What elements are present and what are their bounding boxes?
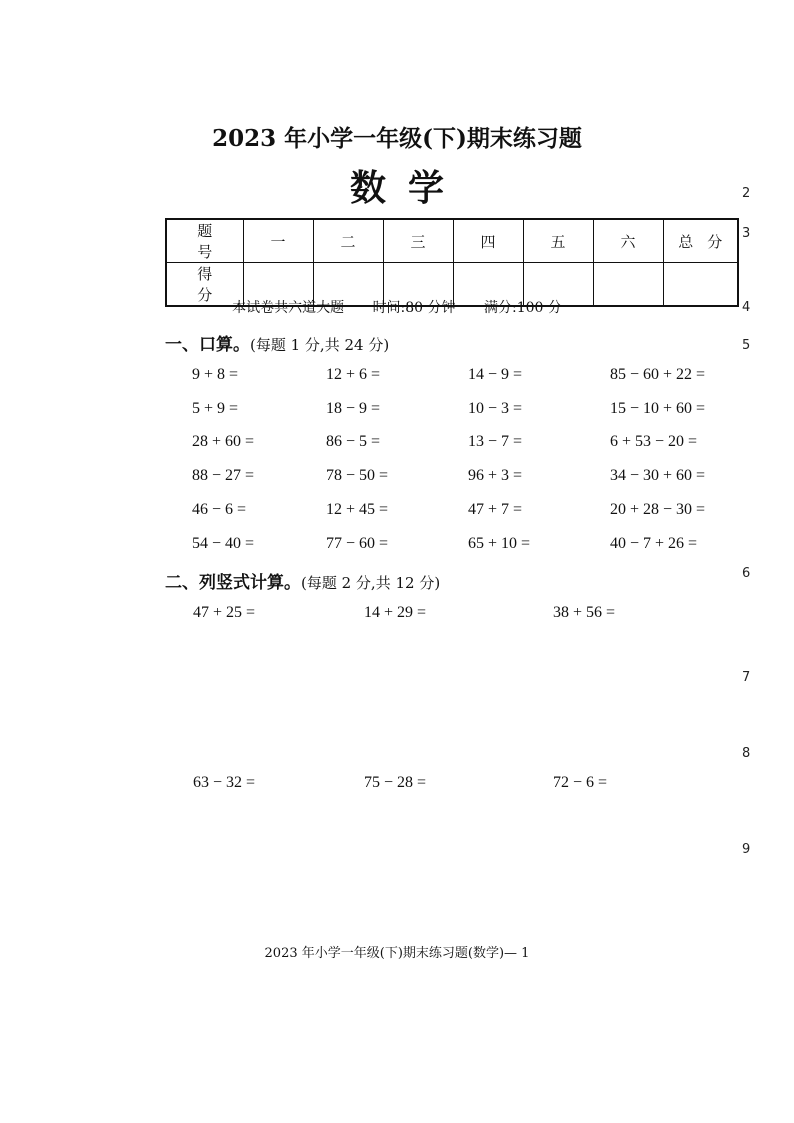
oral-problem: 28 + 60 =	[192, 433, 255, 450]
oral-problem: 9 + 8 =	[192, 366, 239, 383]
exam-title: 2023 年小学一年级(下)期末练习题	[212, 125, 582, 152]
edge-mark: 4	[742, 300, 751, 315]
edge-mark: 6	[742, 566, 751, 581]
oral-problem: 77 − 60 =	[326, 535, 389, 552]
oral-problem: 5 + 9 =	[192, 400, 239, 417]
oral-problem: 12 + 6 =	[326, 366, 381, 383]
oral-problem: 47 + 7 =	[468, 501, 523, 518]
oral-problem: 86 − 5 =	[326, 433, 381, 450]
edge-mark: 5	[742, 338, 751, 353]
section1-note: (每题 1 分,共 24 分)	[250, 336, 390, 354]
exam-info	[0, 297, 794, 317]
full-score: 满分:100 分	[484, 300, 562, 316]
time-limit: 时间:80 分钟	[372, 300, 456, 316]
section1-heading	[165, 330, 389, 355]
oral-problem: 88 − 27 =	[192, 467, 255, 484]
vertical-calc-problem: 72 − 6 =	[553, 774, 608, 791]
vertical-calc-problem: 63 − 32 =	[193, 774, 256, 791]
oral-problem: 14 − 9 =	[468, 366, 523, 383]
section1-title: 一、口算。	[165, 335, 250, 355]
column-header: 四	[453, 219, 523, 263]
oral-problem: 10 − 3 =	[468, 400, 523, 417]
oral-problem: 20 + 28 − 30 =	[610, 501, 706, 518]
column-header: 六	[593, 219, 663, 263]
sections-note: 本试卷共六道大题	[232, 300, 345, 316]
column-header: 二	[313, 219, 383, 263]
section2-title: 二、列竖式计算。	[165, 573, 301, 593]
oral-problem: 40 − 7 + 26 =	[610, 535, 698, 552]
score-label: 得分	[166, 263, 243, 307]
oral-problem: 34 − 30 + 60 =	[610, 467, 706, 484]
edge-mark: 9	[742, 842, 751, 857]
vertical-calc-problem: 14 + 29 =	[364, 604, 427, 621]
oral-problem: 65 + 10 =	[468, 535, 531, 552]
score-table-header-row	[166, 219, 738, 263]
column-header: 三	[383, 219, 453, 263]
oral-problem: 54 − 40 =	[192, 535, 255, 552]
edge-mark: 8	[742, 746, 751, 761]
subject-title: 数学	[349, 167, 466, 209]
oral-problem: 18 − 9 =	[326, 400, 381, 417]
vertical-calc-problem: 38 + 56 =	[553, 604, 616, 621]
question-number-label: 题号	[166, 219, 243, 263]
score-table	[165, 218, 739, 307]
oral-problem: 15 − 10 + 60 =	[610, 400, 706, 417]
oral-problem: 6 + 53 − 20 =	[610, 433, 698, 450]
oral-problem: 78 − 50 =	[326, 467, 389, 484]
edge-mark: 7	[742, 670, 751, 685]
oral-problem: 12 + 45 =	[326, 501, 389, 518]
total-score-label: 总分	[663, 219, 738, 263]
section2-note: (每题 2 分,共 12 分)	[301, 574, 441, 592]
section2-heading	[165, 568, 440, 593]
edge-mark: 3	[742, 226, 751, 241]
column-header: 五	[523, 219, 593, 263]
oral-problem: 46 − 6 =	[192, 501, 247, 518]
oral-problem: 96 + 3 =	[468, 467, 523, 484]
column-header: 一	[243, 219, 313, 263]
vertical-calc-problem: 75 − 28 =	[364, 774, 427, 791]
vertical-calc-problem: 47 + 25 =	[193, 604, 256, 621]
oral-problem: 13 − 7 =	[468, 433, 523, 450]
page-footer: 2023 年小学一年级(下)期末练习题(数学)— 1	[264, 946, 530, 961]
oral-problem: 85 − 60 + 22 =	[610, 366, 706, 383]
edge-mark: 2	[742, 186, 751, 201]
